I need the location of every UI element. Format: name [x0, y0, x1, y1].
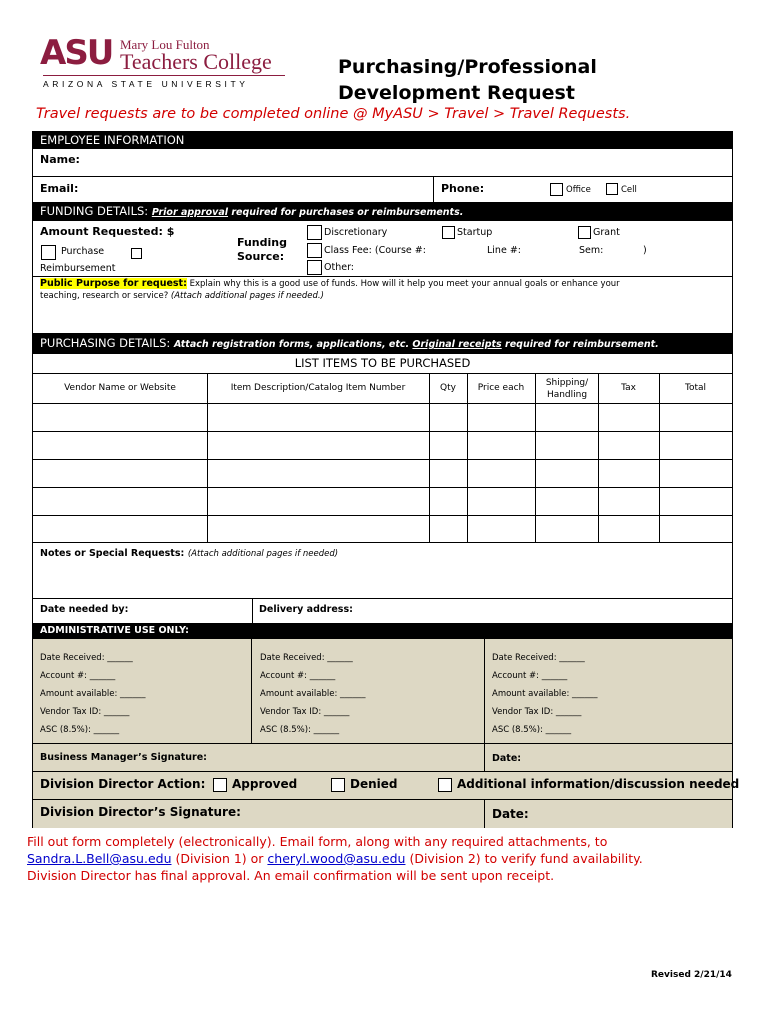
admin-amount-available: Amount available: ______: [260, 689, 366, 699]
bm-date-field[interactable]: [528, 746, 728, 768]
col-header-qty: Qty: [440, 383, 456, 393]
funding-source-label-2: Source:: [237, 250, 285, 263]
public-purpose-field[interactable]: [37, 304, 727, 332]
items-table-title: LIST ITEMS TO BE PURCHASED: [294, 356, 471, 370]
travel-notice: Travel requests are to be completed online @ MyASU > Travel > Travel Requests.: [36, 106, 631, 122]
division-1-email-link[interactable]: Sandra.L.Bell@asu.edu: [27, 851, 172, 866]
dd-date-label: Date:: [492, 807, 529, 821]
purchase-label: Purchase: [61, 246, 105, 257]
divider: [33, 598, 732, 599]
bm-signature-field[interactable]: [213, 746, 478, 768]
divider: [484, 799, 485, 828]
bm-signature-label: Business Manager’s Signature:: [40, 752, 207, 763]
funding-section-note: required for purchases or reimbursements.: [231, 207, 464, 218]
col-header-vendor: Vendor Name or Website: [64, 383, 176, 393]
admin-asc: ASC (8.5%): ______: [40, 725, 120, 735]
notes-field[interactable]: [37, 560, 727, 596]
reimbursement-label: Reimbursement: [40, 263, 116, 274]
col-header-description: Item Description/Catalog Item Number: [230, 383, 406, 393]
divider: [33, 542, 732, 543]
denied-label: Denied: [350, 777, 398, 791]
asu-logo-mark: ASU: [40, 33, 113, 73]
dd-signature-field[interactable]: [233, 802, 478, 826]
logo-divider: [43, 75, 285, 76]
admin-asc: ASC (8.5%): ______: [492, 725, 572, 735]
funding-section-title: FUNDING DETAILS:: [40, 204, 149, 218]
additional-info-label: Additional information/discussion needed: [457, 777, 740, 791]
divider: [33, 743, 732, 744]
class-fee-close: ): [643, 245, 647, 256]
name-label: Name:: [40, 153, 80, 166]
original-receipts-note: Original receipts: [412, 339, 502, 350]
division-2-text: (Division 2) to verify fund availability.: [405, 851, 643, 866]
cell-label: Cell: [621, 185, 637, 195]
discretionary-checkbox[interactable]: [307, 225, 322, 240]
reimbursement-checkbox[interactable]: [131, 248, 142, 259]
public-purpose-attach-note: (Attach additional pages if needed.): [170, 291, 324, 301]
delivery-address-field[interactable]: [363, 600, 728, 620]
date-needed-field[interactable]: [133, 600, 248, 620]
admin-section-title: ADMINISTRATIVE USE ONLY:: [40, 625, 189, 636]
purchasing-note-1: Attach registration forms, applications, etc.: [173, 339, 410, 350]
title-line-1: Purchasing/Professional: [338, 56, 597, 78]
admin-vendor-tax-id: Vendor Tax ID: ______: [260, 707, 350, 717]
phone-label: Phone:: [441, 182, 485, 195]
instructions-line-2: [27, 850, 747, 867]
semester-label: Sem:: [579, 245, 604, 256]
division-1-text: (Division 1) or: [171, 851, 268, 866]
divider: [433, 176, 434, 202]
office-label: Office: [566, 185, 591, 195]
bm-date-label: Date:: [492, 753, 522, 764]
startup-label: Startup: [457, 227, 493, 238]
purchasing-note-2: required for reimbursement.: [505, 339, 659, 350]
admin-date-received: Date Received: ______: [492, 653, 585, 663]
notes-label: Notes or Special Requests:: [40, 548, 185, 559]
discretionary-label: Discretionary: [324, 227, 388, 238]
funding-section-header: [33, 202, 732, 221]
notes-attach-note: (Attach additional pages if needed): [187, 549, 339, 559]
instructions-line-1: Fill out form completely (electronically). Email form, along with any required attachments, to: [27, 834, 608, 849]
divider: [33, 373, 732, 374]
public-purpose-label: Public Purpose for request:: [40, 278, 187, 289]
table-row[interactable]: [33, 488, 732, 515]
approved-label: Approved: [232, 777, 298, 791]
logo-university: ARIZONA STATE UNIVERSITY: [43, 79, 249, 89]
public-purpose-instructions: Explain why this is a good use of funds. How will it help you meet your annual goals or enhance your: [189, 279, 620, 289]
grant-checkbox[interactable]: [578, 226, 591, 239]
admin-vendor-tax-id: Vendor Tax ID: ______: [492, 707, 582, 717]
purchase-checkbox[interactable]: [41, 245, 56, 260]
class-fee-checkbox[interactable]: [307, 243, 322, 258]
cell-checkbox[interactable]: [606, 183, 618, 195]
date-needed-label: Date needed by:: [40, 604, 129, 615]
employee-section-header: [33, 132, 732, 149]
phone-field[interactable]: [491, 178, 546, 200]
admin-amount-available: Amount available: ______: [492, 689, 598, 699]
approved-checkbox[interactable]: [213, 778, 227, 792]
other-checkbox[interactable]: [307, 260, 322, 275]
college-logo: [40, 33, 290, 98]
table-row[interactable]: [33, 432, 732, 459]
logo-line-1: Mary Lou Fulton: [120, 37, 210, 52]
amount-requested-label: Amount Requested: $: [40, 225, 175, 238]
table-row[interactable]: [33, 404, 732, 431]
title-line-2: Development Request: [338, 82, 575, 104]
col-header-price: Price each: [477, 383, 525, 393]
name-field[interactable]: [93, 150, 723, 172]
prior-approval-note: Prior approval: [151, 207, 229, 218]
notes-block: [40, 546, 338, 559]
funding-source-label-1: Funding: [237, 236, 287, 249]
divider: [33, 276, 732, 277]
admin-account: Account #: ______: [260, 671, 336, 681]
public-purpose-instructions-2: teaching, research or service?: [40, 291, 169, 301]
denied-checkbox[interactable]: [331, 778, 345, 792]
office-checkbox[interactable]: [550, 183, 563, 196]
instructions-line-3: Division Director has final approval. An email confirmation will be sent upon receipt.: [27, 868, 555, 883]
dd-signature-label: Division Director’s Signature:: [40, 805, 241, 819]
divider: [33, 176, 732, 177]
division-2-email-link[interactable]: cheryl.wood@asu.edu: [267, 851, 406, 866]
employee-section-title: EMPLOYEE INFORMATION: [40, 133, 185, 147]
page-title: [338, 54, 638, 104]
col-header-total: Total: [684, 383, 707, 393]
purchasing-section-title: PURCHASING DETAILS:: [40, 336, 171, 350]
admin-amount-available: Amount available: ______: [40, 689, 146, 699]
admin-date-received: Date Received: ______: [40, 653, 133, 663]
request-form: [32, 131, 740, 828]
startup-checkbox[interactable]: [442, 226, 455, 239]
logo-line-2: Teachers College: [120, 49, 272, 74]
admin-vendor-tax-id: Vendor Tax ID: ______: [40, 707, 130, 717]
divider: [252, 598, 253, 623]
table-row[interactable]: [33, 516, 732, 542]
amount-requested-field[interactable]: [173, 223, 228, 239]
email-label: Email:: [40, 182, 79, 195]
class-fee-label: Class Fee: (Course #:: [324, 245, 426, 256]
admin-account: Account #: ______: [492, 671, 568, 681]
submission-instructions: [27, 833, 747, 884]
col-header-tax: Tax: [621, 383, 636, 393]
table-row[interactable]: [33, 460, 732, 487]
email-field[interactable]: [93, 178, 428, 200]
revision-date: Revised 2/21/14: [651, 970, 732, 980]
additional-info-checkbox[interactable]: [438, 778, 452, 792]
admin-account: Account #: ______: [40, 671, 116, 681]
delivery-address-label: Delivery address:: [259, 604, 353, 615]
admin-asc: ASC (8.5%): ______: [260, 725, 340, 735]
admin-section-header: [33, 623, 732, 639]
director-action-label: Division Director Action:: [40, 777, 206, 791]
purchasing-section-header: [33, 333, 732, 354]
other-label: Other:: [324, 262, 355, 273]
admin-date-received: Date Received: ______: [260, 653, 353, 663]
dd-date-field[interactable]: [533, 802, 728, 826]
line-number-label: Line #:: [487, 245, 521, 256]
col-header-shipping: Shipping/ Handling: [545, 378, 589, 400]
divider: [484, 743, 485, 772]
grant-label: Grant: [593, 227, 620, 238]
